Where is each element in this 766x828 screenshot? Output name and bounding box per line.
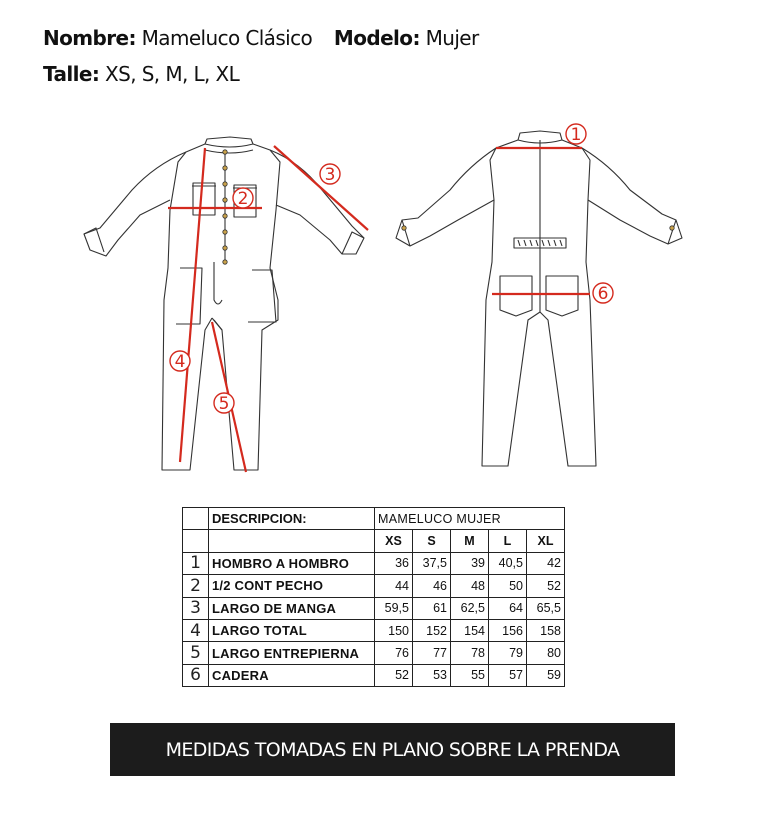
row-number: 3 <box>183 597 209 619</box>
cell-value: 53 <box>413 664 451 686</box>
row-label: CADERA <box>209 664 375 686</box>
cell-value: 37,5 <box>413 552 451 574</box>
model-header: MAMELUCO MUJER <box>375 508 565 530</box>
name-label: Nombre: <box>43 26 136 50</box>
size-xs-header: XS <box>375 530 413 552</box>
svg-text:6: 6 <box>597 284 609 304</box>
table-row <box>183 642 565 664</box>
marker-6 <box>593 283 613 304</box>
cell-value: 36 <box>375 552 413 574</box>
row-label: HOMBRO A HOMBRO <box>209 552 375 574</box>
model-label: Modelo: <box>333 26 420 50</box>
cell-value: 154 <box>451 619 489 641</box>
cell-value: 76 <box>375 642 413 664</box>
row-number: 4 <box>183 619 209 641</box>
cell-value: 42 <box>527 552 565 574</box>
svg-text:1: 1 <box>570 125 582 145</box>
cell-value: 152 <box>413 619 451 641</box>
marker-5 <box>214 393 234 414</box>
cell-value: 39 <box>451 552 489 574</box>
svg-text:4: 4 <box>174 352 186 372</box>
row-label: LARGO TOTAL <box>209 619 375 641</box>
row-label: 1/2 CONT PECHO <box>209 575 375 597</box>
svg-text:2: 2 <box>237 189 249 209</box>
cell-value: 64 <box>489 597 527 619</box>
size-m-header: M <box>451 530 489 552</box>
cell-value: 52 <box>375 664 413 686</box>
row-label: LARGO DE MANGA <box>209 597 375 619</box>
row-number: 2 <box>183 575 209 597</box>
cell-value: 46 <box>413 575 451 597</box>
cell-value: 80 <box>527 642 565 664</box>
description-header: DESCRIPCION: <box>209 508 375 530</box>
measure-line-3 <box>274 146 368 230</box>
cell-value: 150 <box>375 619 413 641</box>
marker-2 <box>233 188 253 209</box>
cell-value: 50 <box>489 575 527 597</box>
back-view-drawing <box>396 131 682 466</box>
size-s-header: S <box>413 530 451 552</box>
cell-value: 57 <box>489 664 527 686</box>
cell-value: 52 <box>527 575 565 597</box>
cell-value: 77 <box>413 642 451 664</box>
table-header-row <box>183 508 565 530</box>
measurement-lines <box>168 146 590 472</box>
size-l-header: L <box>489 530 527 552</box>
row-number: 1 <box>183 552 209 574</box>
svg-text:3: 3 <box>324 165 336 185</box>
banner-text: MEDIDAS TOMADAS EN PLANO SOBRE LA PRENDA <box>165 738 620 761</box>
cell-value: 62,5 <box>451 597 489 619</box>
cell-value: 79 <box>489 642 527 664</box>
size-chart-table <box>182 507 565 687</box>
svg-text:5: 5 <box>218 394 230 414</box>
cell-value: 59 <box>527 664 565 686</box>
cell-value: 65,5 <box>527 597 565 619</box>
cell-value: 40,5 <box>489 552 527 574</box>
model-value: Mujer <box>425 26 479 50</box>
cell-value: 48 <box>451 575 489 597</box>
cell-value: 55 <box>451 664 489 686</box>
measurement-note-banner <box>110 723 675 776</box>
table-row <box>183 664 565 686</box>
table-row <box>183 597 565 619</box>
cell-value: 158 <box>527 619 565 641</box>
cell-value: 78 <box>451 642 489 664</box>
size-label: Talle: <box>43 62 100 86</box>
cell-value: 44 <box>375 575 413 597</box>
size-xl-header: XL <box>527 530 565 552</box>
front-view-drawing <box>84 137 364 470</box>
sizes-header-row <box>183 530 565 552</box>
marker-1 <box>566 124 586 145</box>
marker-4 <box>170 351 190 372</box>
row-label: LARGO ENTREPIERNA <box>209 642 375 664</box>
cell-value: 156 <box>489 619 527 641</box>
cell-value: 59,5 <box>375 597 413 619</box>
name-value: Mameluco Clásico <box>141 26 313 50</box>
cell-value: 61 <box>413 597 451 619</box>
row-number: 5 <box>183 642 209 664</box>
size-value: XS, S, M, L, XL <box>105 62 240 86</box>
table-row <box>183 619 565 641</box>
table-row <box>183 552 565 574</box>
marker-3 <box>320 164 340 185</box>
table-row <box>183 575 565 597</box>
row-number: 6 <box>183 664 209 686</box>
